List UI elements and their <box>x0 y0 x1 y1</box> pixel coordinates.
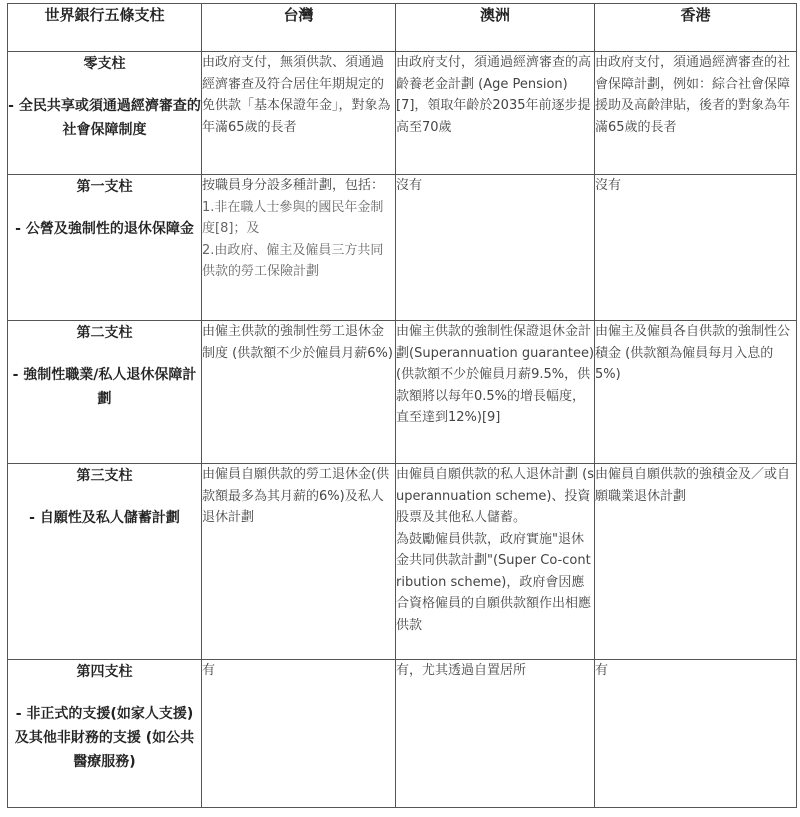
australia-cell: 由政府支付，須通過經濟審查的高齡養老金計劃 (Age Pension)[7]，領取年齡於2035年前逐步提高至70歲 <box>396 52 595 175</box>
pillar-description: - 全民共享或須通過經濟審查的社會保障制度 <box>8 98 201 138</box>
table-row <box>8 321 797 464</box>
australia-cell: 沒有 <box>396 175 595 321</box>
taiwan-cell: 由政府支付，無須供款、須通過經濟審查及符合居住年期規定的免供款「基本保證年金」，對象為年滿65歲的長者 <box>202 52 396 175</box>
header-australia: 澳洲 <box>396 4 595 52</box>
taiwan-cell: 由僱員自願供款的勞工退休金(供款額最多為其月薪的6%)及私人退休計劃 <box>202 464 396 660</box>
pillar-name: 第三支柱 <box>76 468 133 484</box>
hongkong-cell: 由僱主及僱員各自供款的強制性公積金 (供款額為僱員每月入息的5%) <box>595 321 797 464</box>
australia-cell: 由僱主供款的強制性保證退休金計劃(Superannuation guarantee) (供款額不少於僱員月薪9.5%，供款額將以每年0.5%的增長幅度，直至達到12%)[9] <box>396 321 595 464</box>
header-row <box>8 4 797 52</box>
taiwan-line: 1.非在職人士參與的國民年金制度[8]；及 <box>202 199 384 236</box>
australia-line: 由僱員自願供款的私人退休計劃 (superannuation scheme)、投資股票及其他私人儲蓄。 <box>396 467 594 525</box>
hongkong-cell: 沒有 <box>595 175 797 321</box>
taiwan-cell <box>202 175 396 321</box>
pillar-name: 零支柱 <box>83 56 126 72</box>
australia-cell: 有，尤其透過自置居所 <box>396 660 595 808</box>
pillar-name: 第四支柱 <box>76 664 133 680</box>
pillar-name: 第一支柱 <box>76 179 133 195</box>
australia-cell <box>396 464 595 660</box>
table-row <box>8 175 797 321</box>
pillar-description: - 非正式的支援(如家人支援) 及其他非財務的支援 (如公共醫療服務) <box>14 706 195 770</box>
header-pillars: 世界銀行五條支柱 <box>8 4 202 52</box>
hongkong-cell: 由僱員自願供款的強積金及／或自願職業退休計劃 <box>595 464 797 660</box>
pillar-cell <box>8 464 202 660</box>
australia-line: 為鼓勵僱員供款，政府實施"退休金共同供款計劃"(Super Co-contribution scheme)，政府會因應合資格僱員的自願供款額作出相應供款 <box>396 531 592 633</box>
pillar-cell <box>8 321 202 464</box>
taiwan-cell: 由僱主供款的強制性勞工退休金制度 (供款額不少於僱員月薪6%) <box>202 321 396 464</box>
table-row <box>8 660 797 808</box>
taiwan-line: 按職員身分設多種計劃，包括： <box>202 178 385 193</box>
pension-pillars-table <box>7 3 797 808</box>
pillar-description: - 強制性職業/私人退休保障計劃 <box>12 367 197 407</box>
pillar-cell <box>8 660 202 808</box>
pillar-description: - 自願性及私人儲蓄計劃 <box>29 510 180 526</box>
pillar-name: 第二支柱 <box>76 325 133 341</box>
pillar-description: - 公營及強制性的退休保障金 <box>15 221 194 237</box>
taiwan-line: 2.由政府、僱主及僱員三方共同供款的勞工保險計劃 <box>202 242 384 279</box>
pillar-cell <box>8 52 202 175</box>
header-taiwan: 台灣 <box>202 4 396 52</box>
table-row <box>8 464 797 660</box>
header-hongkong: 香港 <box>595 4 797 52</box>
hongkong-cell: 有 <box>595 660 797 808</box>
hongkong-cell: 由政府支付，須通過經濟審查的社會保障計劃，例如：綜合社會保障援助及高齡津貼，後者的對象為年滿65歲的長者 <box>595 52 797 175</box>
pillar-cell <box>8 175 202 321</box>
table-row <box>8 52 797 175</box>
taiwan-cell: 有 <box>202 660 396 808</box>
